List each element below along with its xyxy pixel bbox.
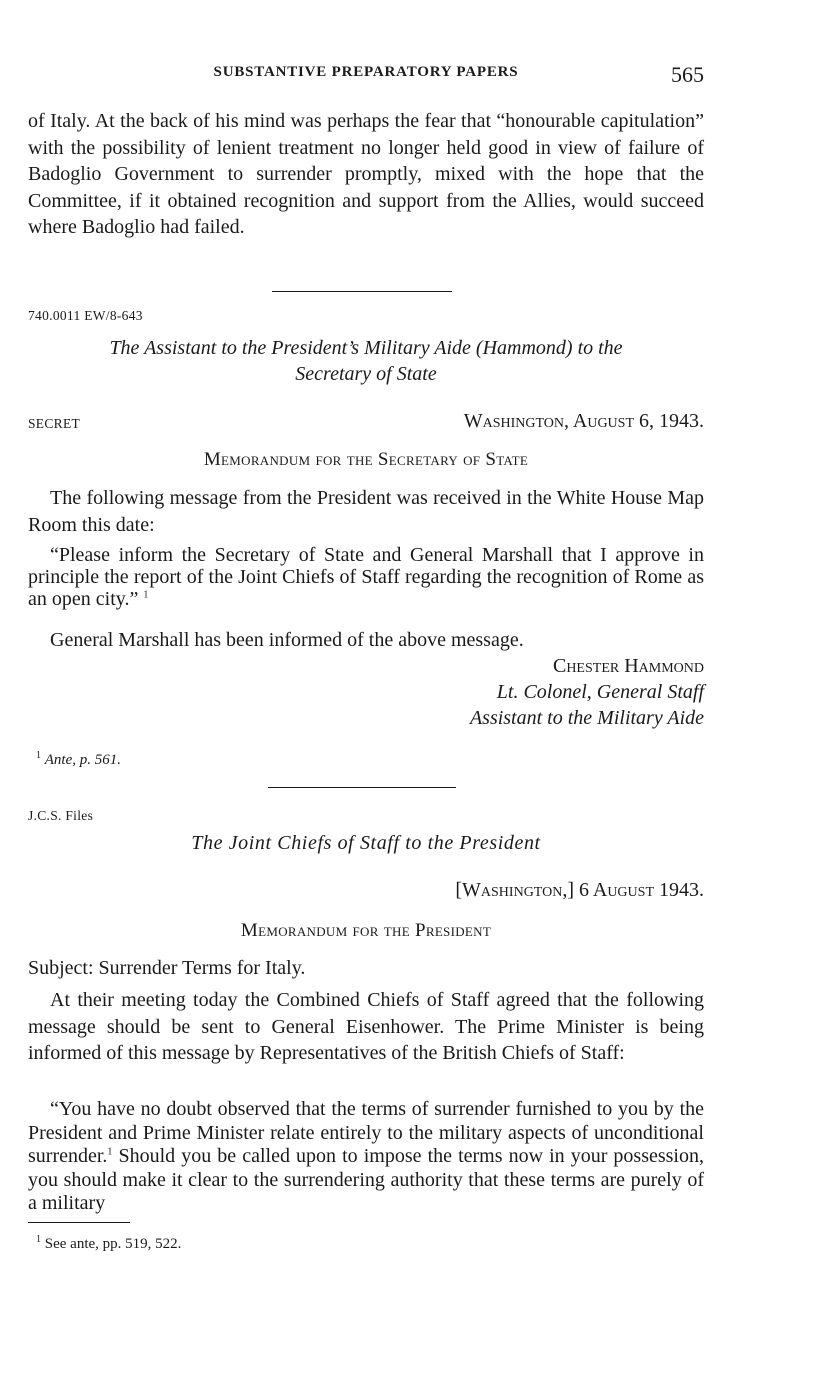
running-header: [28, 62, 704, 90]
body-paragraph: The following message from the President was received in the White House Map Room this date:: [28, 487, 704, 536]
running-title: SUBSTANTIVE PREPARATORY PAPERS: [213, 64, 519, 80]
memo-heading: Memorandum for the President: [240, 920, 492, 941]
footnote-marker: 1: [143, 589, 149, 601]
quoted-message-text-continued: Should you be called upon to impose the terms now in your possession, you should make it clear to the surrendering authority that these terms are purely of a military: [28, 1145, 704, 1214]
footnote-marker: 1: [107, 1146, 113, 1158]
section-divider: [268, 787, 456, 788]
memo-heading: Memorandum for the Secretary of State: [203, 449, 529, 470]
file-reference: J.C.S. Files: [28, 808, 94, 823]
continuation-paragraph: of Italy. At the back of his mind was perhaps the fear that “honourable capitulation” with the possibility of lenient treatment no longer held good in view of failure of Badoglio Government to surrender promptly, mixed with the hope that the Committee, if it obtained recognition and support from the Allies, would succeed where Badoglio had failed.: [28, 110, 704, 238]
document-title-line1: The Assistant to the President’s Military Aide (Hammond) to the: [109, 337, 623, 359]
quoted-message: [28, 544, 704, 610]
signer-title: Assistant to the Military Aide: [469, 707, 704, 729]
body-paragraph: General Marshall has been informed of the above message.: [50, 629, 524, 651]
document-title: [28, 335, 704, 387]
footnote-number: 1: [36, 750, 41, 761]
subject-line: Subject: Surrender Terms for Italy.: [28, 957, 306, 979]
quoted-message-text: “You have no doubt observed that the terms of surrender furnished to you by the President and Prime Minister relate entirely to the military aspects of unconditional surrender.: [28, 1098, 704, 1167]
signer-name: Chester Hammond: [552, 655, 704, 677]
page-number: 565: [671, 62, 704, 87]
footnote: [36, 752, 712, 769]
footnote-text: Ante, p. 561.: [44, 752, 121, 768]
signature-block: [28, 653, 704, 731]
section-divider: [272, 291, 452, 292]
dateline-row: [28, 410, 704, 436]
place-date: [Washington,] 6 August 1943.: [455, 879, 704, 901]
classification: SECRET: [28, 416, 81, 431]
file-reference: 740.0011 EW/8-643: [28, 308, 143, 323]
quoted-message-text: “Please inform the Secretary of State and General Marshall that I approve in principle the report of the Joint Chiefs of Staff regarding the recognition of Rome as an open city.”: [28, 544, 704, 610]
footnote-text: See ante, pp. 519, 522.: [44, 1236, 182, 1252]
footnote-rule: [28, 1222, 130, 1223]
document-title-line2: Secretary of State: [295, 363, 437, 385]
place-date: Washington, August 6, 1943.: [463, 410, 704, 432]
footnote: [36, 1236, 712, 1253]
signer-rank: Lt. Colonel, General Staff: [496, 681, 704, 703]
quoted-message: [28, 1098, 704, 1216]
body-paragraph: At their meeting today the Combined Chiefs of Staff agreed that the following message should be sent to General Eisenhower. The Prime Minister is being informed of this message by Representatives of the British Chiefs of Staff:: [28, 989, 704, 1064]
document-title: The Joint Chiefs of Staff to the President: [191, 832, 541, 854]
document-page: [28, 0, 704, 1380]
footnote-number: 1: [36, 1234, 41, 1245]
